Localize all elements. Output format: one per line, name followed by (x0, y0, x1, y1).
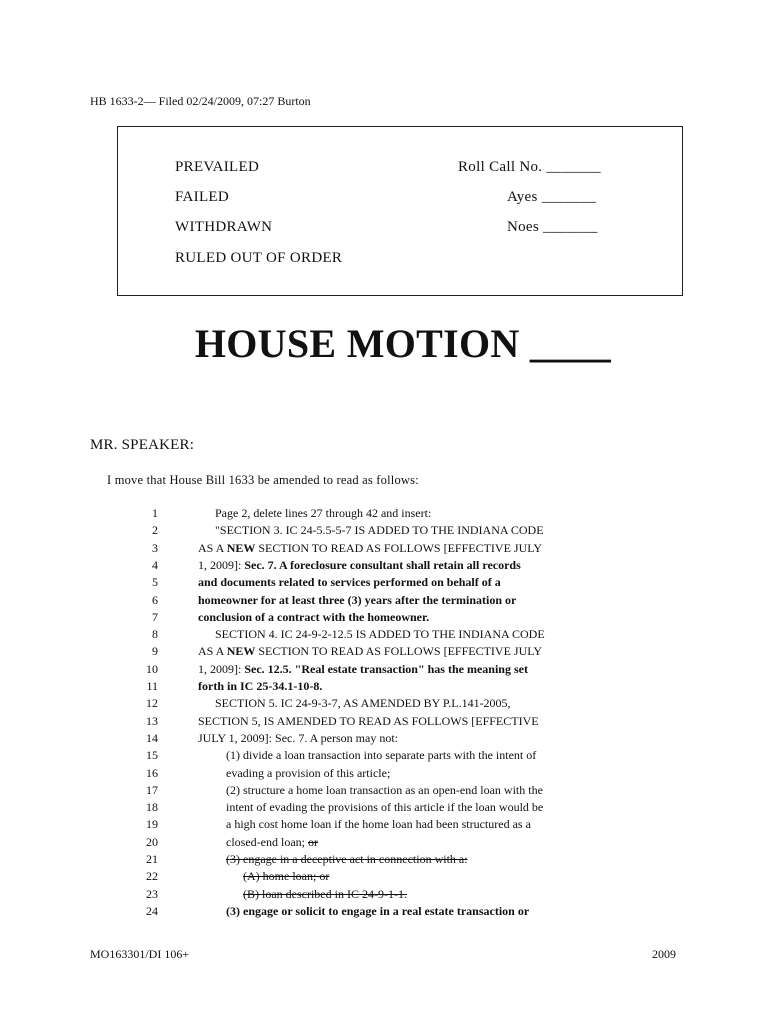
amendment-line (198, 558, 521, 573)
line-number: 23 (146, 886, 158, 901)
struck-text: (B) loan described in IC 24-9-1-1. (243, 886, 407, 901)
line-number: 7 (152, 609, 158, 624)
amendment-line (226, 835, 318, 850)
amendment-line (226, 766, 390, 781)
footer-document-id: MO163301/DI 106+ (90, 947, 190, 961)
line-number: 21 (146, 852, 158, 866)
amendment-line (198, 731, 398, 746)
motion-title: HOUSE MOTION ____ (194, 321, 612, 366)
line-text: evading a provision of this article; (226, 765, 391, 780)
amendment-line (198, 714, 539, 729)
roll-call-number: Roll Call No. _______ (458, 159, 601, 175)
amendment-line (226, 817, 531, 832)
document-header: HB 1633-2— Filed 02/24/2009, 07:27 Burton (90, 94, 311, 108)
line-number: 16 (146, 765, 158, 780)
line-number: 9 (152, 644, 158, 659)
line-text: SECTION 4. IC 24-9-2-12.5 IS ADDED TO THE INDIANA CODE (215, 627, 545, 642)
inserted-text: forth in IC 25-34.1-10-8. (198, 679, 323, 693)
inserted-text: Sec. 7. A foreclosure consultant shall retain all records (244, 557, 521, 572)
line-number: 12 (146, 696, 158, 711)
amendment-line (215, 506, 431, 521)
status-failed: FAILED (175, 189, 230, 205)
amendment-line (198, 593, 516, 608)
line-text: a high cost home loan if the home loan had been structured as a (226, 817, 531, 832)
line-number: 18 (146, 800, 158, 815)
line-text: (2) structure a home loan transaction as an open-end loan with the (226, 782, 543, 797)
amendment-line (198, 575, 501, 590)
line-text: closed-end loan; (226, 834, 308, 849)
amendment-line (226, 748, 536, 763)
inserted-text: (3) engage or solicit to engage in a real estate transaction or (226, 903, 530, 918)
status-withdrawn: WITHDRAWN (175, 219, 273, 235)
inserted-text: and documents related to services performed on behalf of a (198, 575, 501, 590)
line-number: 4 (152, 557, 158, 572)
line-number: 19 (146, 817, 158, 832)
inserted-text: Sec. 12.5. "Real estate transaction" has the meaning set (244, 661, 528, 676)
footer-year: 2009 (652, 947, 676, 961)
amendment-line (226, 783, 543, 798)
line-number: 5 (152, 575, 158, 590)
line-text: Page 2, delete lines 27 through 42 and insert: (215, 506, 432, 520)
line-number: 24 (146, 903, 158, 918)
line-number: 20 (146, 834, 158, 849)
amendment-line (198, 541, 542, 556)
line-text: SECTION 5, IS AMENDED TO READ AS FOLLOWS [EFFECTIVE (198, 713, 539, 728)
amendment-line (198, 679, 322, 694)
inserted-text: homeowner for at least three (3) years after the termination or (198, 592, 517, 607)
amendment-line (226, 852, 468, 867)
struck-text: or (307, 834, 318, 849)
inserted-text: NEW (226, 540, 256, 555)
line-text: SECTION TO READ AS FOLLOWS [EFFECTIVE JULY (255, 540, 543, 555)
amendment-line (215, 523, 544, 538)
amendment-line (243, 887, 407, 902)
line-text: 1, 2009]: (198, 557, 245, 572)
line-number: 17 (146, 782, 158, 797)
amendment-line (198, 610, 429, 625)
line-text: 1, 2009]: (198, 661, 245, 676)
line-number: 14 (146, 730, 158, 745)
line-text: AS A (198, 540, 227, 555)
struck-text: (A) home loan; or (243, 869, 330, 884)
noes-count: Noes _______ (507, 219, 598, 235)
amendment-line (215, 627, 545, 642)
line-text: intent of evading the provisions of this article if the loan would be (226, 800, 544, 815)
motion-status-box (117, 126, 683, 296)
line-number: 13 (146, 713, 158, 728)
line-number: 10 (146, 661, 158, 676)
line-number: 2 (152, 523, 158, 538)
motion-intro: I move that House Bill 1633 be amended to read as follows: (107, 473, 419, 487)
line-text: (1) divide a loan transaction into separate parts with the intent of (226, 748, 537, 763)
speaker-salutation: MR. SPEAKER: (90, 437, 195, 453)
amendment-line (198, 644, 542, 659)
struck-text: (3) engage in a deceptive act in connection with a: (226, 852, 468, 866)
status-prevailed: PREVAILED (175, 159, 260, 175)
status-ruled-out-of-order: RULED OUT OF ORDER (175, 250, 343, 266)
line-text: SECTION 5. IC 24-9-3-7, AS AMENDED BY P.L.141-2005, (215, 696, 511, 711)
amendment-line (243, 869, 329, 884)
line-number: 8 (152, 627, 158, 642)
amendment-line (226, 800, 543, 815)
line-number: 6 (152, 592, 158, 607)
ayes-count: Ayes _______ (507, 189, 597, 205)
line-number: 15 (146, 748, 158, 763)
line-text: JULY 1, 2009]: Sec. 7. A person may not: (198, 730, 399, 745)
line-number: 3 (152, 540, 158, 555)
inserted-text: conclusion of a contract with the homeowner. (198, 609, 430, 624)
amendment-line (215, 696, 511, 711)
line-text: AS A (198, 644, 227, 659)
inserted-text: NEW (226, 644, 256, 659)
line-number: 1 (152, 506, 158, 520)
line-number: 11 (146, 679, 158, 693)
amendment-line (198, 662, 528, 677)
line-text: SECTION TO READ AS FOLLOWS [EFFECTIVE JULY (255, 644, 543, 659)
line-text: "SECTION 3. IC 24-5.5-5-7 IS ADDED TO THE INDIANA CODE (215, 523, 544, 538)
line-number: 22 (146, 869, 158, 884)
amendment-line (226, 904, 529, 919)
